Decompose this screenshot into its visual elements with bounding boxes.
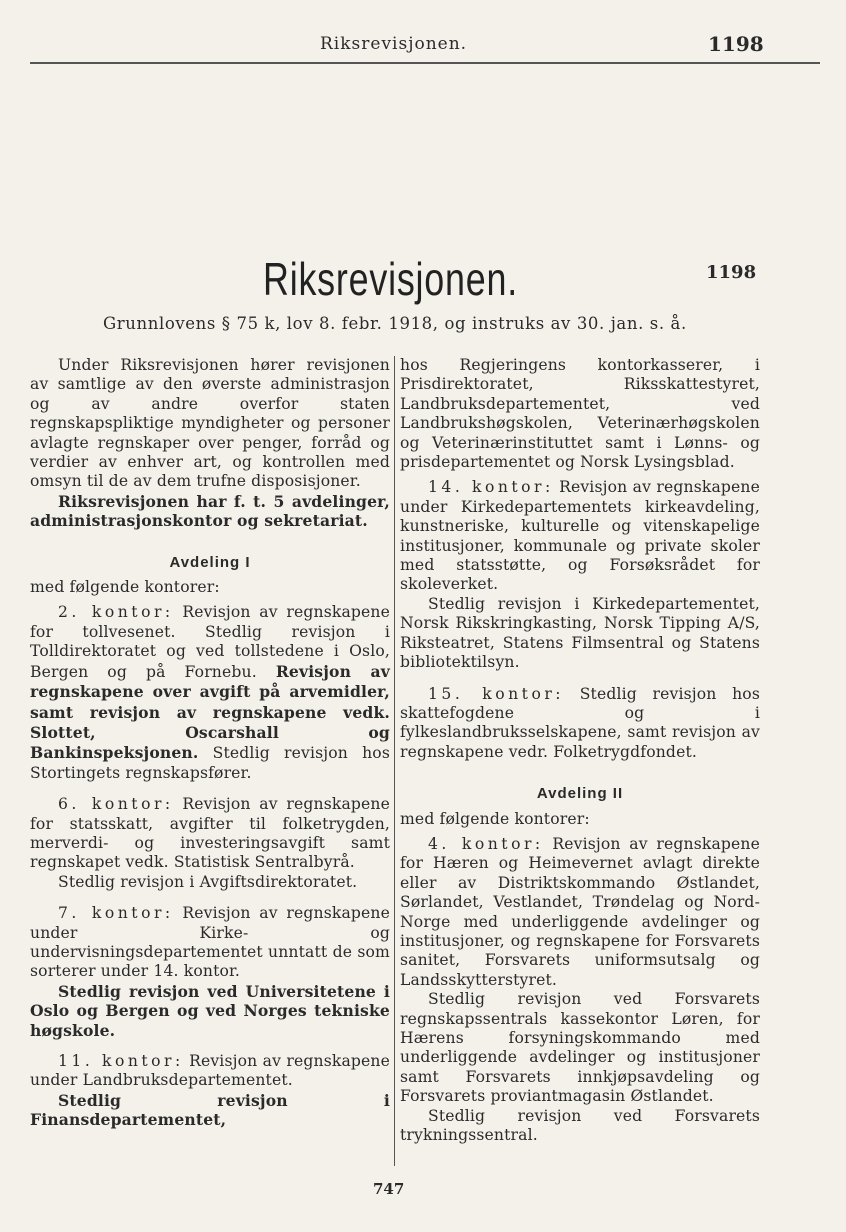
office-2-bold-text: Revisjon av regnskapene over avgift på arvemidler, samt revisjon av regnskapene vedk. Slottet, Oscarshall og Bankinspeksjonen. [30,661,390,763]
office-11-bold-text: Stedlig revisjon i Finansdepartementet, [30,1090,390,1130]
office-2-text: Revisjon av regnskapene for tollvesenet. Stedlig revisjon i Tolldirektoratet og ved tollstedene i Oslo, Bergen og på Fornebu. [30,603,390,681]
running-title: Riksrevisjonen. [320,34,468,54]
office-4-paragraph [400,835,760,990]
office-4-tail-2: Stedlig revisjon ved Forsvarets trykningssentral. [400,1106,760,1145]
office-6-paragraph [30,795,390,873]
office-4-text: Revisjon av regnskapene for Hæren og Heimevernet avlagt direkte eller av Distriktskommando Østlandet, Sørlandet, Vestlandet, Trøndelag og Nord-Norge med underliggende avdelinger og institusjoner, og regnskapene for Forsvarets sanitet, Forsvarets uniformsutsalg og Landsskytterstyret. [400,834,760,989]
office-2-paragraph [30,603,390,783]
office-14-paragraph [400,478,760,594]
office-6-text: Revisjon av regnskapene for statsskatt, avgifter til folketrygden, merverdi- og investeringsavgift samt regnskapet vedk. Statistisk Sentralbyrå. [30,795,390,872]
office-14-text: Revisjon av regnskapene under Kirkedepartementets kirkeavdeling, kunstneriske, kulturelle og vitenskapelige institusjoner, kommunale og private skoler med statsstøtte, og Forsøksrådet for skoleverket. [400,478,760,594]
column-divider [394,356,395,1166]
office-11-text: Revisjon av regnskapene under Landbruksdepartementet. [30,1052,390,1090]
office-2-label: 2. kontor: [58,603,174,622]
intro-paragraph: Under Riksrevisjonen hører revisjonen av samtlige av den øverste administrasjon og av andre overfor staten regnskapspliktige myndigheter og personer avlagte regnskaper over penger, forråd og verdier av enhver art, og kontrollen med omsyn til de av dem trufne disposisjoner. [30,356,390,491]
section-heading-avdeling-2: Avdeling II [536,785,624,803]
title-number: 1198 [706,262,757,283]
office-14-tail: Stedlig revisjon i Kirkedepartementet, Norsk Rikskringkasting, Norsk Tipping A/S, Riksteatret, Statens Filmsentral og Statens bibliotektilsyn. [400,594,760,672]
running-page-number: 1198 [708,32,764,56]
section-lead: med følgende kontorer: [30,578,220,597]
office-2-tail: Stedlig revisjon hos Stortingets regnskapsfører. [30,744,390,782]
office-6-label: 6. kontor: [58,795,174,814]
page-number: 747 [373,1180,405,1198]
office-4-tail-1: Stedlig revisjon ved Forsvarets regnskapssentrals kassekontor Løren, for Hærens forsyningskommando med underliggende avdelinger og institusjoner samt Forsvarets innkjøpsavdeling og Forsvarets proviantmagasin Østlandet. [400,990,760,1106]
office-11-label: 11. kontor: [58,1052,184,1070]
continued-paragraph: hos Regjeringens kontorkasserer, i Prisdirektoratet, Riksskattestyret, Landbruksdepartementet, ved Landbrukshøgskolen, Veterinærhøgskolen og Veterinærinstituttet samt i Lønns- og prisdepartementet og Norsk Lysingsblad. [400,356,760,472]
right-column [400,356,760,1145]
header-rule [30,62,820,64]
legal-basis-subtitle: Grunnlovens § 75 k, lov 8. febr. 1918, og instruks av 30. jan. s. å. [103,314,687,333]
office-4-label: 4. kontor: [428,834,544,853]
left-column [30,356,390,1130]
office-15-text: Stedlig revisjon hos skattefogdene og i fylkeslandbruksselskapene, samt revisjon av regnskapene vedr. Folketrygdfondet. [400,684,761,761]
running-header [0,30,846,60]
office-14-label: 14. kontor: [428,478,554,497]
office-7-bold-text: Stedlig revisjon ved Universitetene i Oslo og Bergen og ved Norges tekniske høgskole. [30,981,390,1040]
section-heading-avdeling-1: Avdeling I [169,553,251,571]
intro-paragraph-2: Riksrevisjonen har f. t. 5 avdelinger, administrasjonskontor og sekretariat. [30,491,390,531]
section-lead-2: med følgende kontorer: [400,809,590,828]
office-6-tail: Stedlig revisjon i Avgiftsdirektoratet. [58,872,358,891]
office-7-label: 7. kontor: [58,904,174,923]
office-7-paragraph [30,904,390,982]
office-7-text: Revisjon av regnskapene under Kirke- og undervisningsdepartementet unntatt de som sorterer under 14. kontor. [30,904,390,981]
page-title: Riksrevisjonen. [263,253,518,305]
office-15-paragraph [400,685,760,763]
office-15-label: 15. kontor: [428,684,565,703]
office-11-paragraph [30,1052,390,1091]
